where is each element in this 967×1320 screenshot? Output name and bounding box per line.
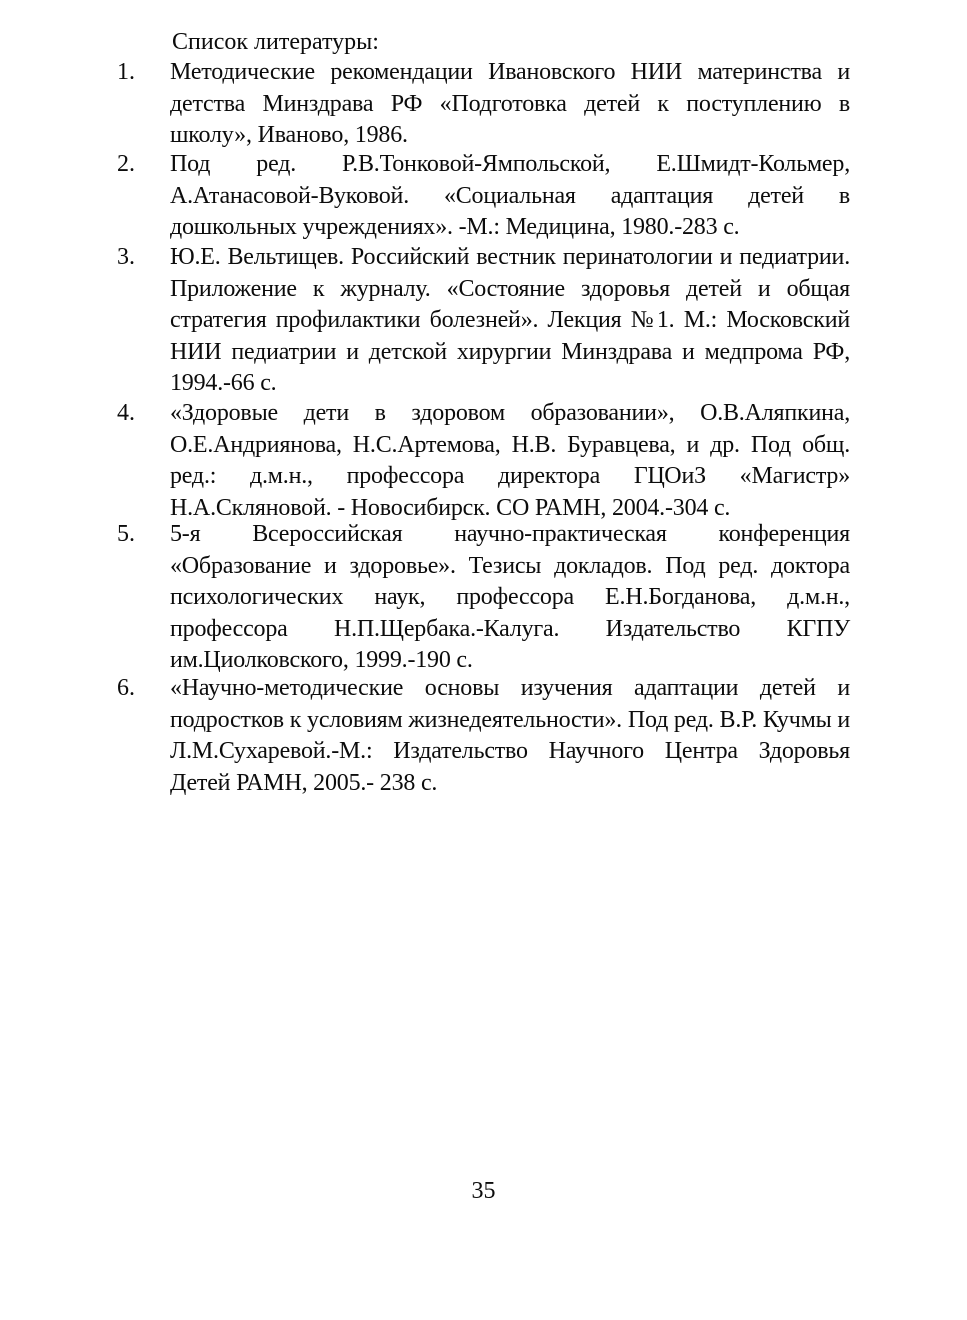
reference-number: 3. (117, 244, 135, 270)
reference-text: Под ред. Р.В.Тонковой-Ямпольской, Е.Шмидт-Кольмер, А.Атанасовой-Вуковой. «Социальная адаптация детей в дошкольных учреждениях». -М.: Медицина, 1980.-283 с. (170, 151, 850, 240)
reference-list-heading: Список литературы: (172, 29, 379, 55)
reference-number: 5. (117, 521, 135, 547)
reference-text: «Здоровые дети в здоровом образовании», О.В.Аляпкина, О.Е.Андриянова, Н.С.Артемова, Н.В. Буравцева, и др. Под общ. ред.: д.м.н., профессора директора ГЦОиЗ «Магистр» Н.А.Скляновой. - Новосибирск. СО РАМН, 2004.-304 с. (170, 400, 850, 521)
reference-text: Методические рекомендации Ивановского НИИ материнства и детства Минздрава РФ «Подготовка детей к поступлению в школу», Иваново, 1986. (170, 59, 850, 148)
reference-number: 2. (117, 151, 135, 177)
reference-number: 1. (117, 59, 135, 85)
reference-number: 4. (117, 400, 135, 426)
reference-text: 5-я Всероссийская научно-практическая конференция «Образование и здоровье». Тезисы докладов. Под ред. доктора психологических наук, профессора Е.Н.Богданова, д.м.н., профессора Н.П.Щербака.-Калуга. Издательство КГПУ им.Циолковского, 1999.-190 с. (170, 521, 850, 673)
reference-text: Ю.Е. Вельтищев. Российский вестник перинатологии и педиатрии. Приложение к журналу. «Состояние здоровья детей и общая стратегия профилактики болезней». Лекция №1. М.: Московский НИИ педиатрии и детской хирургии Минздрава и медпрома РФ, 1994.-66 с. (170, 244, 850, 396)
page-number: 35 (471, 1178, 496, 1204)
reference-text: «Научно-методические основы изучения адаптации детей и подростков к условиям жизнедеятельности». Под ред. В.Р. Кучмы и Л.М.Сухаревой.-М.: Издательство Научного Центра Здоровья Детей РАМН, 2005.- 238 с. (170, 675, 850, 796)
reference-number: 6. (117, 675, 135, 701)
